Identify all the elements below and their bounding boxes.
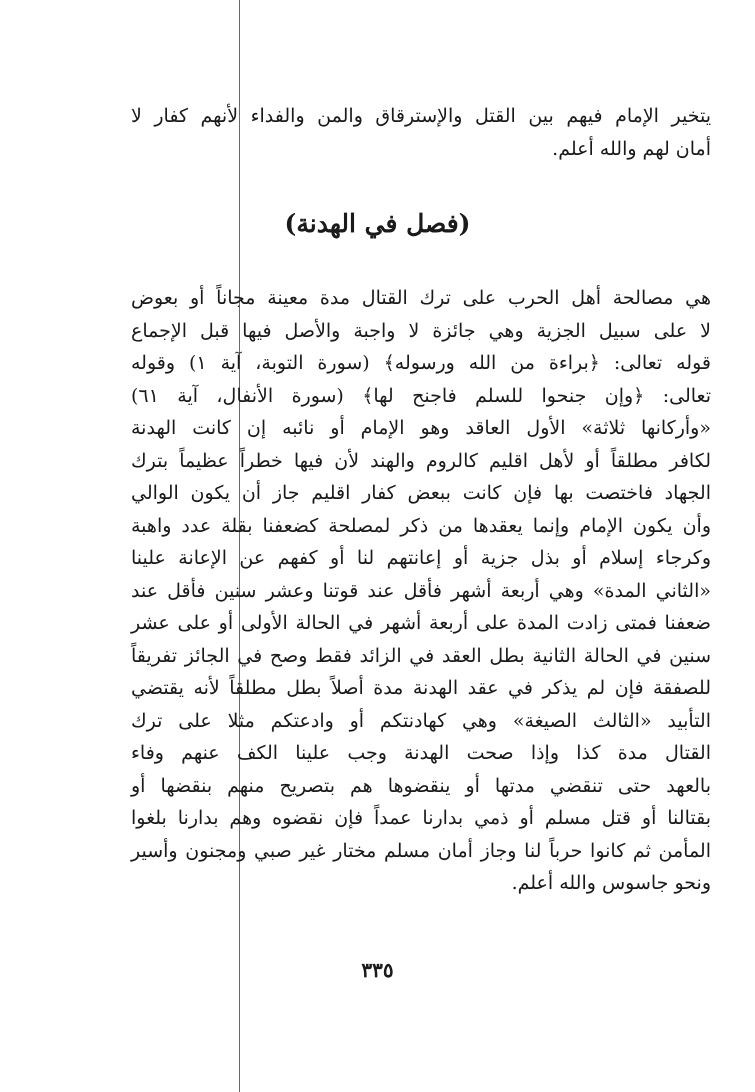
text-line: سنين في الحالة الثانية بطل العقد في الزائد فقط وصح في الجائز تفريقاً bbox=[131, 644, 711, 667]
text-line: أمان لهم والله أعلم. bbox=[552, 137, 711, 160]
text-line: تعالى: ﴿وإن جنحوا للسلم فاجنح لها﴾ (سورة الأنفال، آية ٦١) bbox=[131, 384, 711, 407]
text-line: ضعفنا فمتى زادت المدة على أربعة أشهر في الحالة الأولى أو على عشر bbox=[131, 612, 711, 634]
text-line: لا على سبيل الجزية وهي جائزة لا واجبة والأصل فيها قبل الإجماع bbox=[131, 319, 711, 342]
text-line: يتخير الإمام فيهم بين القتل والإسترقاق والمن والفداء لأنهم كفار لا bbox=[131, 105, 711, 127]
section-heading: (فصل في الهدنة) bbox=[284, 209, 471, 238]
page-number: ٣٣٥ bbox=[361, 958, 394, 982]
text-line: للصفقة فإن لم يذكر في عقد الهدنة مدة أصلاً بطل مطلقاً لأنه يقتضي bbox=[131, 677, 711, 699]
text-line: لكافر مطلقاً أو لأهل اقليم كالروم والهند لأن فيها خطراً عظيماً بترك bbox=[131, 449, 711, 472]
text-line: قوله تعالى: ﴿براءة من الله ورسوله﴾ (سورة التوبة، آية ١) وقوله bbox=[131, 352, 711, 374]
text-line: «وأركانها ثلاثة» الأول العاقد وهو الإمام أو نائبه إن كانت الهدنة bbox=[131, 417, 711, 439]
text-line: وأن يكون الإمام وإنما يعقدها من ذكر لمصلحة كضعفنا بقلة عدد واهبة bbox=[131, 514, 711, 537]
intro-paragraph bbox=[131, 100, 711, 165]
text-line: وكرجاء إسلام أو بذل جزية أو إعانتهم لنا أو كفهم عن الإعانة علينا bbox=[131, 547, 711, 569]
text-line: المأمن ثم كانوا حرباً لنا وجاز أمان مسلم مختار غير صبي ومجنون وأسير bbox=[131, 839, 711, 862]
text-line: بالعهد حتى تنقضي مدتها أو ينقضوها هم بتصريح منهم بنقضها أو bbox=[131, 774, 711, 797]
text-line: القتال مدة كذا وإذا صحت الهدنة وجب علينا الكف عنهم وفاء bbox=[131, 742, 712, 764]
text-line: بقتالنا أو قتل مسلم أو ذمي بدارنا عمداً فإن نقضوه وهم بدارنا بلغوا bbox=[131, 807, 711, 829]
text-line: «الثاني المدة» وهي أربعة أشهر فأقل عند قوتنا وعشر سنين فأقل عند bbox=[131, 579, 711, 602]
body-paragraph bbox=[131, 282, 711, 900]
text-line: ونحو جاسوس والله أعلم. bbox=[511, 872, 711, 894]
text-line: هي مصالحة أهل الحرب على ترك القتال مدة معينة مجاناً أو بعوض bbox=[131, 287, 711, 309]
text-line: الجهاد فاختصت بها فإن كانت ببعض كفار اقليم جاز أن يكون الوالي bbox=[131, 482, 711, 504]
text-line: التأبيد «الثالث الصيغة» وهي كهادنتكم أو وادعتكم مثلا على ترك bbox=[131, 709, 711, 732]
